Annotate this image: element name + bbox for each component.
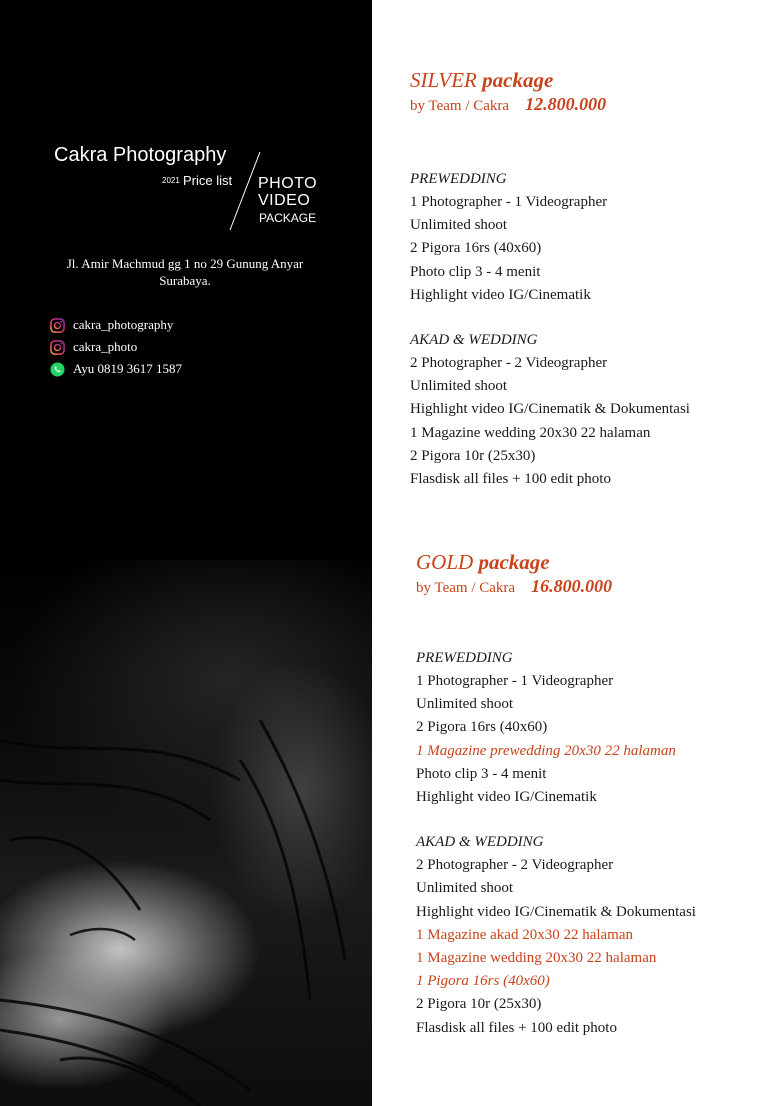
list-item: Unlimited shoot [416,696,514,713]
instagram-icon [50,318,65,333]
list-item: Photo clip 3 - 4 menit [416,765,547,782]
list-item: Unlimited shoot [416,880,514,897]
list-item: Highlight video IG/Cinematik & Dokumentasi [410,401,690,418]
package-name: SILVER [410,68,477,92]
brand-package-label: PACKAGE [259,211,317,225]
gold-package-title [416,549,696,575]
list-item-highlight: 1 Magazine wedding 20x30 22 halaman [416,950,657,967]
list-item: 2 Photographer - 2 Videographer [410,355,608,372]
list-item-highlight: 1 Magazine akad 20x30 22 halaman [416,926,634,943]
list-item: 1 Photographer - 1 Videographer [416,673,614,689]
social-label: cakra_photography [73,317,174,332]
gold-price: 16.800.000 [531,576,613,596]
list-item-highlight: 1 Magazine prewedding 20x30 22 halaman [416,742,676,759]
social-item-instagram-2[interactable] [50,336,182,358]
social-item-instagram-1[interactable] [50,314,182,336]
hair-texture [0,700,372,1106]
social-item-whatsapp[interactable] [50,358,182,380]
package-by: by Team / Cakra [416,580,516,596]
list-item-highlight: 1 Pigora 16rs (40x60) [416,973,550,990]
silver-prewedding-title: PREWEDDING [410,171,507,187]
social-label: cakra_photo [73,339,138,354]
instagram-icon [50,340,65,355]
left-panel [0,0,372,1106]
list-item: Unlimited shoot [410,217,508,234]
silver-package-title [410,67,690,93]
brand-price-list: Price list [183,173,233,188]
silver-price: 12.800.000 [525,94,607,114]
package-name: GOLD [416,550,474,574]
list-item: Highlight video IG/Cinematik [410,286,591,303]
social-label: Ayu 0819 3617 1587 [73,361,182,376]
list-item: 1 Photographer - 1 Videographer [410,194,608,210]
gold-wedding-title: AKAD & WEDDING [416,834,544,851]
brand-title: Cakra Photography [54,144,227,166]
gold-package-byline [416,575,696,599]
package-suffix: package [478,550,550,574]
package-by: by Team / Cakra [410,98,510,114]
brand-year: 2021 [162,176,180,185]
list-item: Flasdisk all files + 100 edit photo [410,471,611,488]
brand-photo-label: PHOTO [258,175,318,192]
silver-wedding-title: AKAD & WEDDING [410,332,538,349]
whatsapp-icon [50,362,65,377]
gold-prewedding-title: PREWEDDING [416,650,513,666]
silver-package-byline [410,93,690,117]
list-item: Flasdisk all files + 100 edit photo [416,1019,617,1036]
list-item: Photo clip 3 - 4 menit [410,263,541,280]
list-item: 1 Magazine wedding 20x30 22 halaman [410,424,651,441]
social-list [50,314,182,380]
list-item: Highlight video IG/Cinematik & Dokumentasi [416,903,696,920]
list-item: 2 Pigora 10r (25x30) [416,996,542,1013]
gold-package [416,549,696,1040]
list-item: 2 Pigora 16rs (40x60) [410,240,542,257]
list-item: 2 Pigora 10r (25x30) [410,447,536,464]
silver-package [410,67,690,491]
list-item: Highlight video IG/Cinematik [416,789,597,806]
address: Jl. Amir Machmud gg 1 no 29 Gunung Anyar Surabaya. [66,256,304,288]
list-item: 2 Photographer - 2 Videographer [416,857,614,874]
list-item: Unlimited shoot [410,378,508,395]
package-suffix: package [482,68,554,92]
list-item: 2 Pigora 16rs (40x60) [416,719,548,736]
brand-video-label: VIDEO [258,192,311,209]
